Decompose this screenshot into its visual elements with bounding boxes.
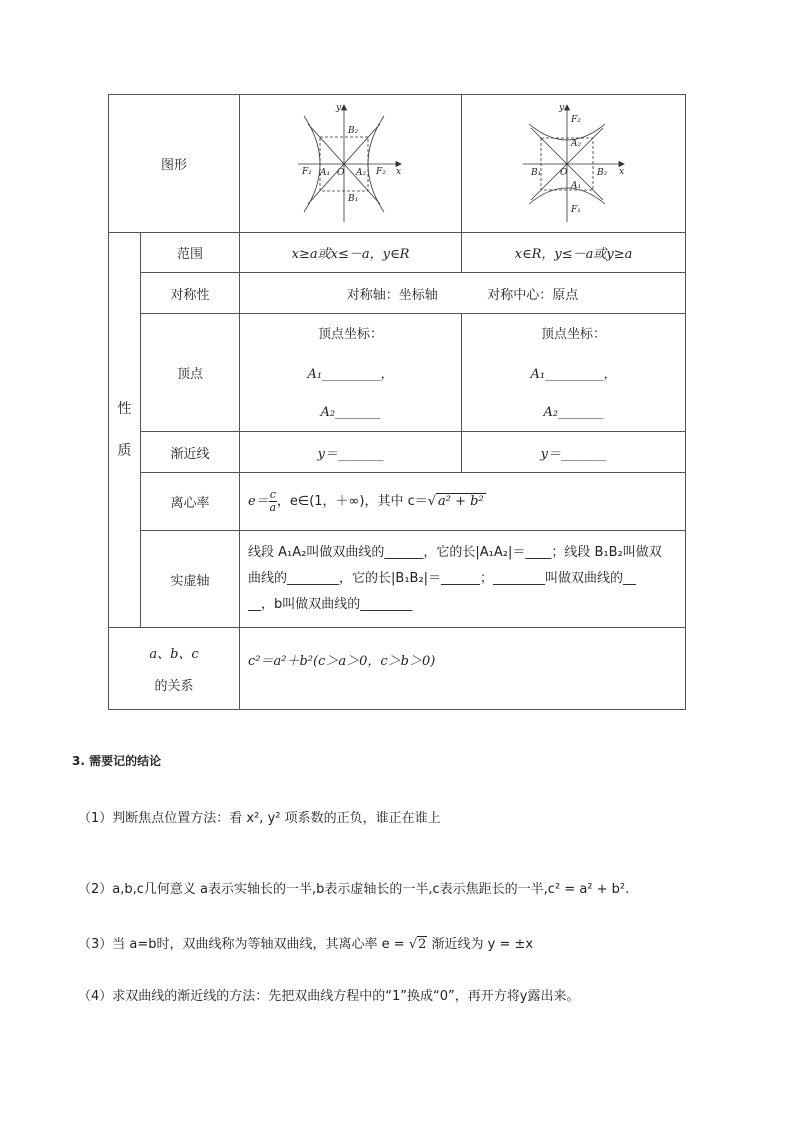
f2-label: F₂ — [570, 114, 581, 125]
vertex-a2: A₂_______ — [543, 404, 604, 420]
eccentricity-row — [109, 473, 686, 531]
eccentricity-text — [240, 473, 686, 531]
vertex-coord-title: 顶点坐标： — [318, 326, 384, 342]
notes-heading: 3. 需要记的结论 — [72, 754, 162, 768]
note-2: （2）a,b,c几何意义 a表示实轴长的一半,b表示虚轴长的一半,c表示焦距长的一半,c² = a² + b². — [78, 882, 630, 897]
asymptote-label: 渐近线 — [141, 432, 240, 473]
axis-line-3: __，b叫做双曲线的________ — [248, 597, 413, 612]
properties-char-2: 质 — [117, 443, 132, 459]
axis-label: 实虚轴 — [141, 531, 240, 628]
origin-label: O — [336, 167, 344, 178]
vertex-coord-title: 顶点坐标： — [541, 326, 607, 342]
note-1: （1）判断焦点位置方法：看 x², y² 项系数的正负，谁正在谁上 — [78, 811, 441, 826]
graph-vertical-hyperbola — [462, 95, 686, 233]
graph-label: 图形 — [109, 95, 240, 233]
note-4: （4）求双曲线的渐近线的方法：先把双曲线方程中的“1”换成“0”，再开方将y露出来。 — [78, 989, 580, 1004]
ecc-denominator: a — [269, 501, 277, 514]
x-axis-label: x — [618, 166, 624, 177]
eccentricity-label: 离心率 — [141, 473, 240, 531]
axis-line-1: 线段 A₁A₂叫做双曲线的______，它的长|A₁A₂|＝____；线段 B₁B₂叫做双 — [248, 545, 662, 560]
ecc-prefix: e＝ — [248, 494, 269, 509]
range-vertical: x∈R，y≤－a或y≥a — [462, 233, 686, 273]
note-3-prefix: （3）当 a=b时，双曲线称为等轴双曲线，其离心率 e = — [78, 937, 409, 952]
vertex-row — [109, 314, 686, 432]
f1-label: F₁ — [570, 204, 581, 215]
relation-label-line2: 的关系 — [154, 678, 194, 694]
properties-label — [109, 233, 141, 628]
relation-label-line1: a、b、c — [149, 646, 199, 662]
vertical-hyperbola-figure — [519, 102, 629, 226]
vertex-a2: A₂_______ — [320, 404, 381, 420]
ecc-range: ，e∈(1，＋∞)，其中 c＝ — [276, 494, 428, 509]
note-3-sqrt-value: 2 — [418, 937, 427, 952]
b1-label: B₁ — [530, 167, 541, 178]
asymptote-vertical: y＝_______ — [462, 432, 686, 473]
symmetry-label: 对称性 — [141, 273, 240, 314]
ecc-sqrt: √ a² + b² — [427, 494, 484, 509]
graph-horizontal-hyperbola — [240, 95, 462, 233]
a1-label: A₁ — [319, 167, 330, 178]
vertex-horizontal — [240, 314, 462, 432]
relation-row — [109, 628, 686, 710]
note-3-sqrt: √2 — [408, 937, 427, 952]
y-axis-label: y — [558, 102, 564, 113]
axis-text — [240, 531, 686, 628]
b2-label: B₂ — [347, 125, 358, 136]
range-row — [109, 233, 686, 273]
axis-row — [109, 531, 686, 628]
graph-row — [109, 95, 686, 233]
ecc-sqrt-content: a² + b² — [438, 494, 484, 509]
asymptote-horizontal: y＝_______ — [240, 432, 462, 473]
vertex-label: 顶点 — [141, 314, 240, 432]
vertex-a1: A₁_________， — [307, 366, 394, 382]
note-3 — [78, 933, 533, 952]
axis-line-2: 曲线的________，它的长|B₁B₂|＝______；________叫做双曲线的__ — [248, 571, 637, 586]
b1-label: B₁ — [347, 193, 358, 204]
range-horizontal: x≥a或x≤－a，y∈R — [240, 233, 462, 273]
properties-char-1: 性 — [117, 401, 132, 417]
note-3-suffix: 渐近线为 y = ±x — [427, 937, 534, 952]
asymptote-row — [109, 432, 686, 473]
x-axis-label: x — [395, 166, 401, 177]
origin-label: O — [559, 167, 567, 178]
y-axis-label: y — [335, 102, 341, 113]
vertex-vertical — [462, 314, 686, 432]
symmetry-row — [109, 273, 686, 314]
range-label: 范围 — [141, 233, 240, 273]
a2-label: A₂ — [570, 138, 581, 149]
vertex-a1: A₁_________， — [530, 366, 617, 382]
f2-label: F₂ — [375, 166, 386, 177]
horizontal-hyperbola-figure — [296, 102, 406, 226]
symmetry-text: 对称轴：坐标轴 对称中心：原点 — [240, 273, 686, 314]
properties-table-wrapper — [108, 94, 685, 712]
hyperbola-properties-table — [108, 94, 686, 710]
f1-label: F₁ — [301, 166, 312, 177]
a1-label: A₁ — [570, 180, 581, 191]
relation-text: c²＝a²＋b²(c＞a＞0，c＞b＞0) — [240, 628, 686, 710]
ecc-fraction — [269, 489, 277, 514]
a2-label: A₂ — [355, 167, 366, 178]
relation-label — [109, 628, 240, 710]
ecc-numerator: c — [269, 488, 276, 501]
b2-label: B₂ — [596, 167, 607, 178]
